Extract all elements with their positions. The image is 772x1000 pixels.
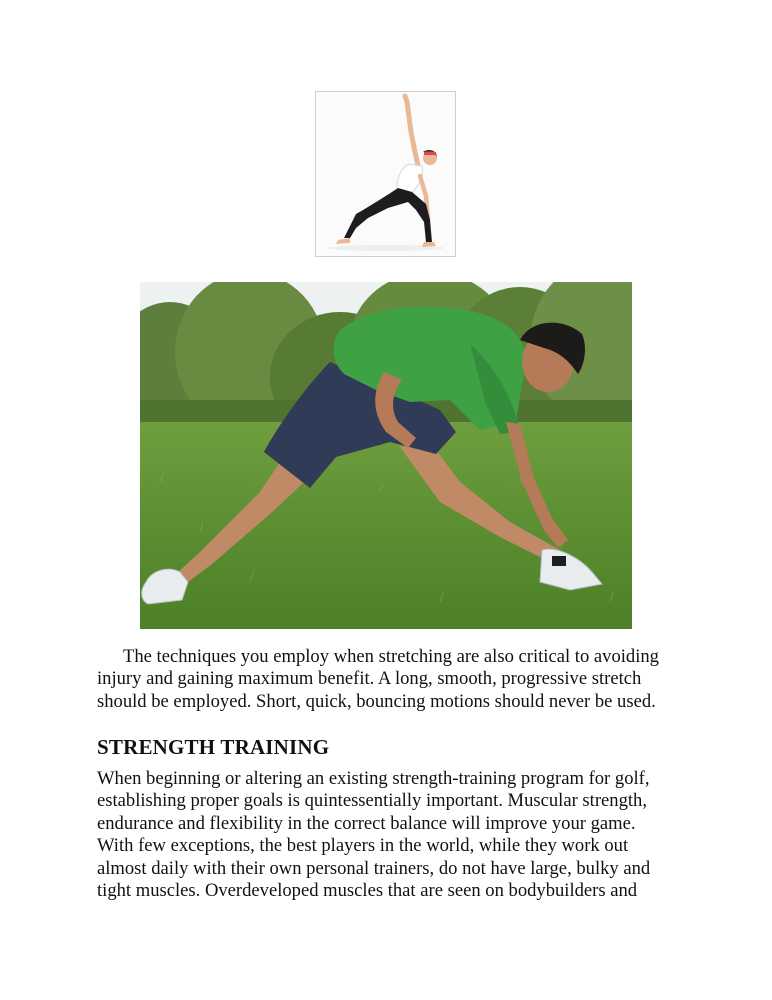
strength-training-paragraph bbox=[97, 768, 677, 902]
paragraph-line: The techniques you employ when stretching are also critical to avoiding bbox=[123, 646, 659, 667]
paragraph-line: establishing proper goals is quintessentially important. Muscular strength, bbox=[97, 790, 647, 812]
paragraph-line: should be employed. Short, quick, bouncing motions should never be used. bbox=[97, 690, 656, 712]
yoga-pose-photo bbox=[315, 91, 456, 257]
stretching-technique-paragraph bbox=[97, 646, 677, 713]
paragraph-line: injury and gaining maximum benefit. A long, smooth, progressive stretch bbox=[97, 668, 642, 690]
paragraph-line: When beginning or altering an existing strength-training program for golf, bbox=[97, 768, 650, 789]
paragraph-line: With few exceptions, the best players in the world, while they work out bbox=[97, 835, 629, 857]
section-heading: STRENGTH TRAINING bbox=[97, 735, 330, 759]
hamstring-stretch-photo bbox=[140, 282, 632, 629]
paragraph-line: endurance and flexibility in the correct balance will improve your game. bbox=[97, 812, 636, 834]
paragraph-line: almost daily with their own personal trainers, do not have large, bulky and bbox=[97, 857, 651, 879]
paragraph-line: tight muscles. Overdeveloped muscles that are seen on bodybuilders and bbox=[97, 880, 638, 902]
